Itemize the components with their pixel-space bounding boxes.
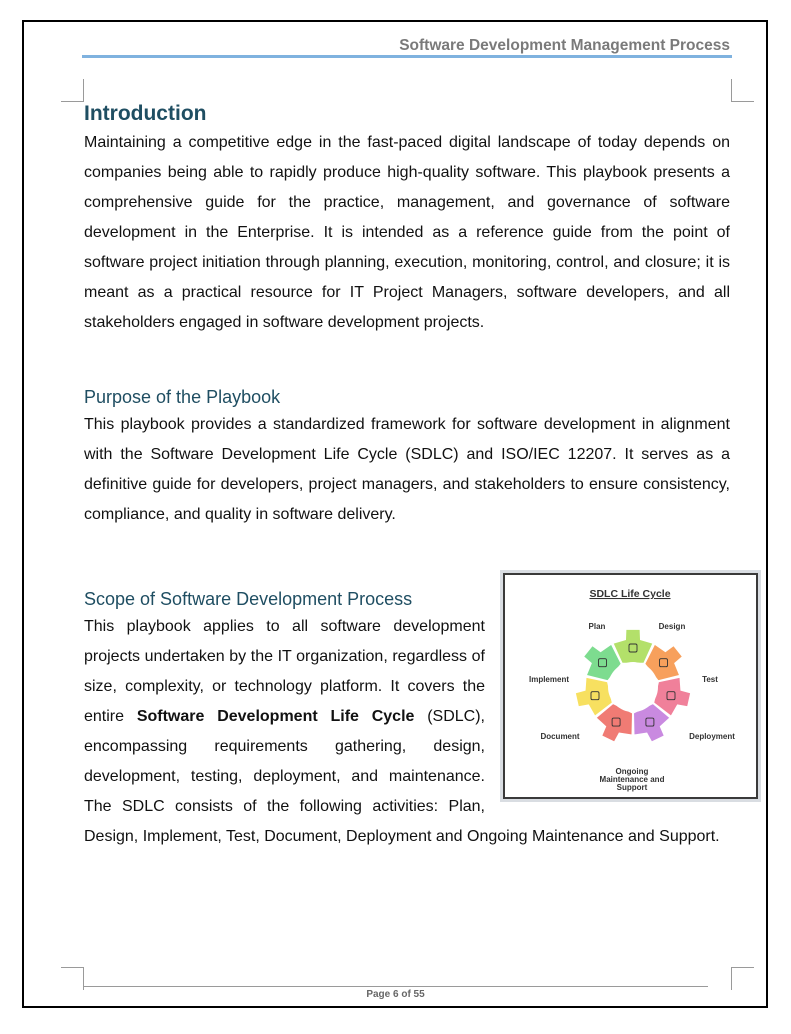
label-ongoing-2: Maintenance and [599, 775, 665, 784]
label-ongoing-3: Support [616, 783, 648, 792]
label-test: Test [702, 675, 718, 684]
scope-text-bold: Software Development Life Cycle [136, 708, 415, 725]
scope-heading: Scope of Software Development Process [84, 589, 413, 609]
introduction-heading: Introduction [84, 102, 207, 125]
label-deployment: Deployment [689, 732, 735, 741]
crop-mark-top-left [61, 79, 84, 102]
introduction-paragraph: Maintaining a competitive edge in the fast-paced digital landscape of today depends on companies being able to rapidly produce high-quality software. This playbook presents a comprehensive guide for the practice, management, and governance of software development in the Enterprise. It is intended as a reference guide from the point of software project initiation through planning, execution, monitoring, control, and closure; it is meant as a practical resource for IT Project Managers, software developers, and all stakeholders engaged in software development projects. [84, 134, 730, 331]
scope-section [84, 586, 735, 852]
sdlc-gear-diagram [505, 575, 756, 797]
scope-text-2: (SDLC), encompassing requirements gathering, design, development, testing, deployment, and maintenance. The SDLC consists of the following activities: Plan, Design, Implement, Test, Document, Deployment and Ongoing Maintenance and Support. [84, 708, 720, 845]
purpose-paragraph: This playbook provides a standardized framework for software development in alignment with the Software Development Life Cycle (SDLC) and ISO/IEC 12207. It serves as a definitive guide for developers, project managers, and stakeholders to ensure consistency, compliance, and quality in software delivery. [84, 416, 730, 523]
footer-rule [84, 986, 708, 987]
header-rule [82, 55, 732, 58]
label-design: Design [658, 622, 686, 631]
label-implement: Implement [528, 675, 570, 684]
running-header: Software Development Management Process [399, 37, 730, 54]
label-plan: Plan [588, 622, 606, 631]
purpose-section [84, 384, 730, 530]
page-content [84, 100, 735, 852]
label-document: Document [540, 732, 580, 741]
scope-text-1: This playbook applies to all software development projects undertaken by the IT organization, regardless of size, complexity, or technology platform. It covers the entire [84, 618, 485, 725]
figure-title: SDLC Life Cycle [589, 588, 671, 600]
gear-hub [608, 662, 658, 712]
page-number: Page 6 of 55 [366, 989, 425, 1000]
purpose-heading: Purpose of the Playbook [84, 387, 281, 407]
crop-mark-top-right [731, 79, 754, 102]
crop-mark-bottom-left [61, 967, 84, 990]
crop-mark-bottom-right [731, 967, 754, 990]
gear-segment-design [613, 629, 653, 663]
label-ongoing-1: Ongoing [615, 767, 649, 776]
sdlc-figure [503, 573, 758, 799]
